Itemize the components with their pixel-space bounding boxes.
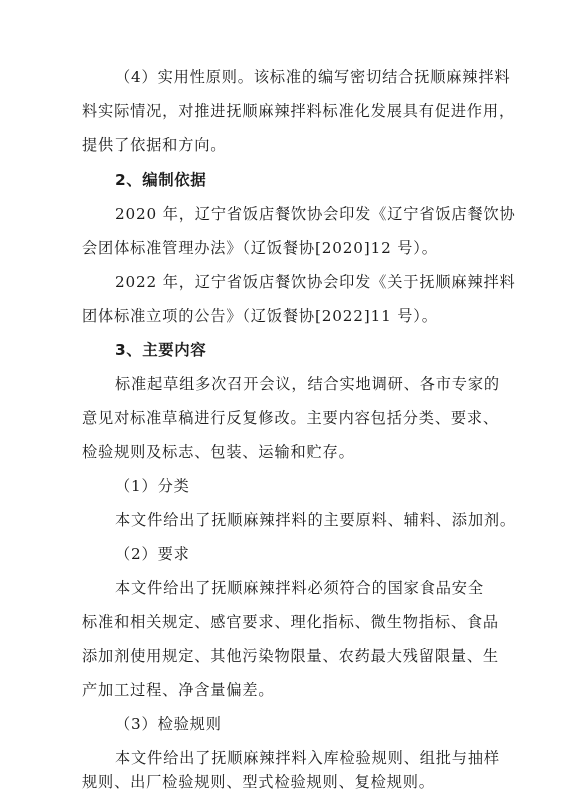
basis-2022-line-1: 2022 年，辽宁省饭店餐饮协会印发《关于抚顺麻辣拌料 [115, 273, 516, 291]
subheading-requirements: （2）要求 [115, 545, 190, 563]
basis-2022-line-2: 团体标准立项的公告》（辽饭餐协[2022]11 号）。 [82, 307, 438, 325]
section-heading-content: 3、主要内容 [115, 341, 207, 359]
basis-2020-line-2: 会团体标准管理办法》（辽饭餐协[2020]12 号）。 [82, 239, 438, 257]
subheading-classification: （1）分类 [115, 477, 190, 495]
principle-4-line-2: 料实际情况，对推进抚顺麻辣拌料标准化发展具有促进作用， [82, 102, 516, 120]
content-intro-line-3: 检验规则及标志、包装、运输和贮存。 [82, 443, 355, 461]
basis-2020-line-1: 2020 年，辽宁省饭店餐饮协会印发《辽宁省饭店餐饮协 [115, 205, 516, 223]
content-intro-line-1: 标准起草组多次召开会议，结合实地调研、各市专家的 [115, 375, 500, 393]
requirements-line-2: 标准和相关规定、感官要求、理化指标、微生物指标、食品 [82, 613, 499, 631]
principle-4-line-1: （4）实用性原则。该标准的编写密切结合抚顺麻辣拌料 [115, 68, 511, 86]
content-intro-line-2: 意见对标准草稿进行反复修改。主要内容包括分类、要求、 [82, 409, 499, 427]
principle-4-line-3: 提供了依据和方向。 [82, 136, 227, 154]
requirements-line-4: 产加工过程、净含量偏差。 [82, 681, 275, 699]
requirements-line-3: 添加剂使用规定、其他污染物限量、农药最大残留限量、生 [82, 647, 499, 665]
requirements-line-1: 本文件给出了抚顺麻辣拌料必须符合的国家食品安全 [115, 579, 484, 597]
section-heading-basis: 2、编制依据 [115, 171, 207, 189]
inspection-rules-line-2: 规则、出厂检验规则、型式检验规则、复检规则。 [82, 773, 435, 791]
classification-text: 本文件给出了抚顺麻辣拌料的主要原料、辅料、添加剂。 [115, 511, 516, 529]
subheading-inspection-rules: （3）检验规则 [115, 715, 222, 733]
inspection-rules-line-1: 本文件给出了抚顺麻辣拌料入库检验规则、组批与抽样 [115, 749, 500, 767]
